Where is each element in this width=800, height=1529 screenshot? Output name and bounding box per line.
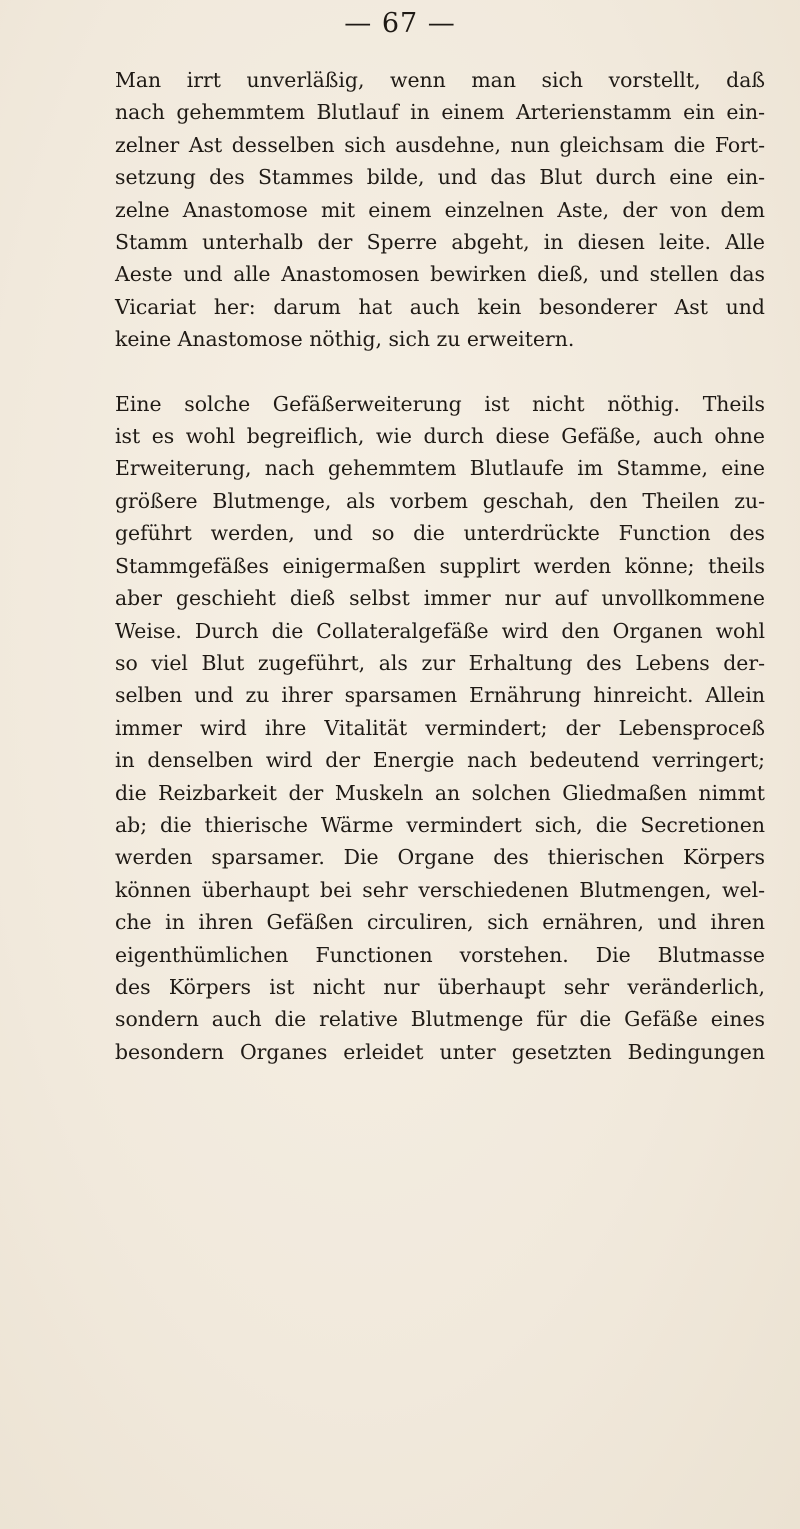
text-line: Vicariat her: darum hat auch kein besonderer Ast und	[115, 294, 765, 319]
text-line: besondern Organes erleidet unter gesetzten Bedingungen	[115, 1039, 765, 1064]
text-line: können überhaupt bei sehr verschiedenen Blutmengen, wel-	[115, 877, 765, 902]
text-line: werden sparsamer. Die Organe des thierischen Körpers	[115, 845, 765, 870]
text-line: in denselben wird der Energie nach bedeutend verringert;	[115, 748, 765, 773]
text-line: setzung des Stammes bilde, und das Blut durch eine ein-	[115, 165, 765, 190]
text-line: immer wird ihre Vitalität vermindert; der Lebensproceß	[115, 715, 765, 740]
text-line: ist es wohl begreiflich, wie durch diese Gefäße, auch ohne	[115, 424, 765, 449]
text-line: die Reizbarkeit der Muskeln an solchen Gliedmaßen nimmt	[115, 780, 765, 805]
text-line: eigenthümlichen Functionen vorstehen. Die Blutmasse	[115, 942, 765, 967]
text-line: Eine solche Gefäßerweiterung ist nicht nöthig. Theils	[115, 391, 765, 416]
paragraph-1	[75, 64, 765, 356]
text-line: Stamm unterhalb der Sperre abgeht, in diesen leite. Alle	[115, 230, 765, 255]
text-line: sondern auch die relative Blutmenge für die Gefäße eines	[115, 1007, 765, 1032]
text-line: che in ihren Gefäßen circuliren, sich ernähren, und ihren	[115, 910, 765, 935]
text-line: keine Anastomose nöthig, sich zu erweitern.	[115, 327, 575, 352]
text-line: zelne Anastomose mit einem einzelnen Aste, der von dem	[115, 197, 765, 222]
text-line: größere Blutmenge, als vorbem geschah, den Theilen zu-	[115, 488, 765, 513]
body-text	[75, 64, 765, 1068]
paragraph-2	[75, 388, 765, 1069]
text-line: aber geschieht dieß selbst immer nur auf unvollkommene	[115, 586, 765, 611]
text-line: Aeste und alle Anastomosen bewirken dieß, und stellen das	[115, 262, 765, 287]
text-line: geführt werden, und so die unterdrückte Function des	[115, 521, 765, 546]
text-line: Weise. Durch die Collateralgefäße wird den Organen wohl	[115, 618, 765, 643]
text-line: nach gehemmtem Blutlauf in einem Arterienstamm ein ein-	[115, 100, 765, 125]
text-line: selben und zu ihrer sparsamen Ernährung hinreicht. Allein	[115, 683, 765, 708]
text-line: Man irrt unverläßig, wenn man sich vorstellt, daß	[115, 68, 765, 92]
page-number: — 67 —	[344, 8, 456, 39]
text-line: Erweiterung, nach gehemmtem Blutlaufe im Stamme, eine	[115, 456, 765, 481]
text-line: so viel Blut zugeführt, als zur Erhaltung des Lebens der-	[115, 650, 765, 675]
text-line: zelner Ast desselben sich ausdehne, nun gleichsam die Fort-	[115, 132, 765, 157]
text-line: Stammgefäßes einigermaßen supplirt werden könne; theils	[115, 553, 765, 578]
text-line: ab; die thierische Wärme vermindert sich, die Secretionen	[115, 812, 765, 837]
text-line: des Körpers ist nicht nur überhaupt sehr veränderlich,	[115, 974, 765, 999]
